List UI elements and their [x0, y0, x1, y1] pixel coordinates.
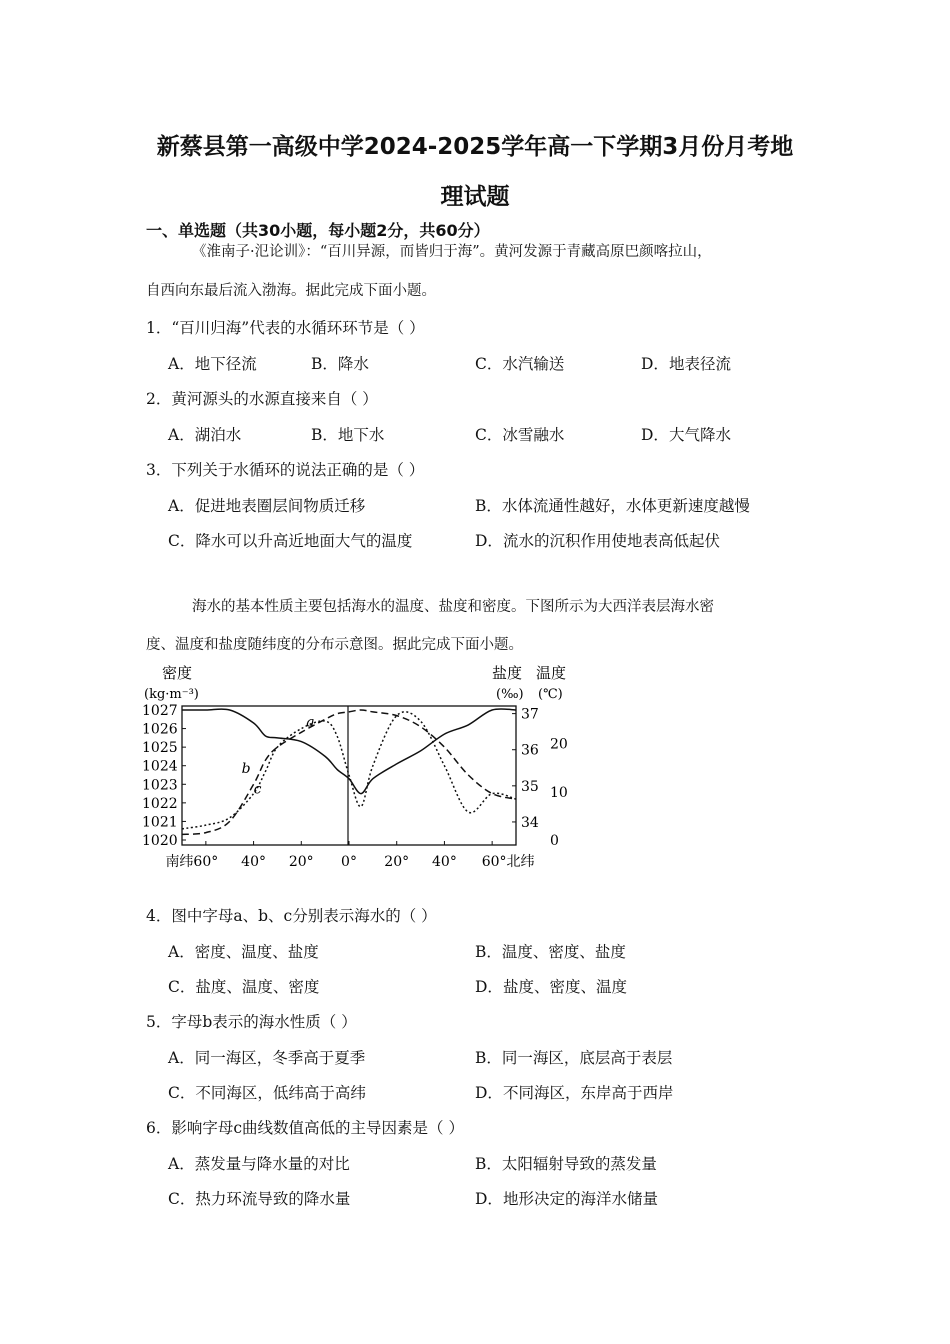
- density-tick-label: 1027: [142, 703, 178, 719]
- q1-option-c[interactable]: [475, 352, 564, 374]
- series-label-a: a: [306, 714, 315, 731]
- q3-option-d[interactable]: [475, 529, 720, 551]
- q3-option-c[interactable]: [168, 529, 412, 551]
- series-label-b: b: [241, 761, 251, 778]
- q1-option-a[interactable]: [168, 352, 257, 374]
- q6-option-d[interactable]: [475, 1187, 658, 1209]
- option-letter: A．: [168, 1155, 195, 1173]
- temperature-axis-label: 温度: [536, 664, 567, 682]
- q4-option-a[interactable]: [168, 940, 319, 962]
- q5-option-b[interactable]: [475, 1046, 672, 1068]
- option-letter: C．: [475, 355, 503, 373]
- option-text: 地表径流: [668, 355, 731, 373]
- density-tick-label: 1020: [142, 833, 178, 849]
- q2-option-d[interactable]: [641, 423, 731, 445]
- salinity-axis-label: 盐度: [492, 664, 523, 682]
- exam-title-line1: 新蔡县第一高级中学2024-2025学年高一下学期3月份月考地: [156, 134, 794, 160]
- option-text: 同一海区，冬季高于夏季: [194, 1049, 366, 1067]
- latitude-tick-label: 60°北纬: [481, 854, 535, 870]
- series-line-b: [182, 710, 516, 834]
- salinity-tick-label: 36: [521, 742, 539, 759]
- option-letter: B．: [475, 497, 502, 515]
- density-tick-label: 1021: [142, 814, 178, 831]
- passage1-line2: 自西向东最后流入渤海。据此完成下面小题。: [146, 283, 436, 299]
- option-letter: A．: [168, 355, 195, 373]
- option-letter: B．: [475, 943, 502, 961]
- option-text: 热力环流导致的降水量: [195, 1190, 351, 1208]
- latitude-tick-label: 0°: [341, 854, 357, 870]
- option-letter: C．: [168, 1084, 196, 1102]
- temperature-tick-label: 20: [550, 736, 568, 753]
- option-letter: D．: [475, 978, 503, 996]
- option-letter: A．: [168, 1049, 195, 1067]
- latitude-tick-label: 40°: [241, 854, 266, 870]
- option-letter: C．: [168, 532, 196, 550]
- option-letter: C．: [475, 426, 503, 444]
- left-axis-unit: (kg·m⁻³): [144, 687, 199, 702]
- density-tick-label: 1022: [142, 795, 178, 812]
- question-1-stem: 1．“百川归海”代表的水循环环节是（ ）: [146, 319, 425, 337]
- passage2-line1: 海水的基本性质主要包括海水的温度、盐度和密度。下图所示为大西洋表层海水密: [192, 599, 714, 615]
- left-axis-label: 密度: [162, 664, 193, 682]
- option-text: 降水: [337, 355, 369, 373]
- option-text: 同一海区，底层高于表层: [501, 1049, 673, 1067]
- option-text: 湖泊水: [194, 426, 242, 444]
- density-tick-label: 1025: [142, 740, 178, 757]
- question-3-stem: 3．下列关于水循环的说法正确的是（ ）: [146, 461, 425, 479]
- option-letter: A．: [168, 943, 195, 961]
- density-tick-label: 1026: [142, 721, 178, 738]
- density-tick-label: 1024: [142, 758, 178, 775]
- temperature-axis-unit: (℃): [538, 687, 563, 702]
- option-letter: D．: [475, 532, 503, 550]
- salinity-tick-label: 34: [521, 814, 539, 831]
- option-text: 流水的沉积作用使地表高低起伏: [502, 532, 720, 550]
- exam-title-line2: 理试题: [440, 184, 510, 210]
- q2-option-c[interactable]: [475, 423, 564, 445]
- option-text: 不同海区，低纬高于高纬: [195, 1084, 366, 1102]
- option-text: 太阳辐射导致的蒸发量: [501, 1155, 657, 1173]
- q6-option-a[interactable]: [168, 1152, 350, 1174]
- q4-option-b[interactable]: [475, 940, 626, 962]
- option-text: 蒸发量与降水量的对比: [194, 1155, 350, 1173]
- option-letter: D．: [475, 1190, 503, 1208]
- option-letter: B．: [475, 1049, 502, 1067]
- density-tick-label: 1023: [142, 777, 178, 794]
- question-4-stem: 4．图中字母a、b、c分别表示海水的（ ）: [146, 907, 437, 925]
- q4-option-c[interactable]: [168, 975, 319, 997]
- salinity-tick-label: 35: [521, 778, 539, 795]
- option-letter: A．: [168, 497, 195, 515]
- q5-option-c[interactable]: [168, 1081, 366, 1103]
- q6-option-c[interactable]: [168, 1187, 350, 1209]
- latitude-tick-label: 南纬60°: [165, 854, 219, 870]
- passage2-line2: 度、温度和盐度随纬度的分布示意图。据此完成下面小题。: [146, 637, 523, 653]
- option-letter: A．: [168, 426, 195, 444]
- option-letter: B．: [311, 355, 338, 373]
- q5-option-a[interactable]: [168, 1046, 365, 1068]
- series-line-a: [182, 709, 516, 794]
- option-text: 地下径流: [194, 355, 257, 373]
- option-text: 盐度、温度、密度: [195, 978, 320, 996]
- salinity-tick-label: 37: [521, 706, 539, 723]
- option-text: 地形决定的海洋水储量: [502, 1190, 658, 1208]
- atlantic-surface-seawater-chart: [140, 660, 580, 875]
- question-6-stem: 6．影响字母c曲线数值高低的主导因素是（ ）: [146, 1119, 464, 1137]
- q1-option-d[interactable]: [641, 352, 731, 374]
- option-text: 冰雪融水: [502, 426, 565, 444]
- option-text: 密度、温度、盐度: [194, 943, 319, 961]
- q5-option-d[interactable]: [475, 1081, 673, 1103]
- option-letter: C．: [168, 1190, 196, 1208]
- latitude-tick-label: 40°: [432, 854, 457, 870]
- question-2-stem: 2．黄河源头的水源直接来自（ ）: [146, 390, 378, 408]
- option-text: 水汽输送: [502, 355, 565, 373]
- q1-option-b[interactable]: [311, 352, 369, 374]
- series-label-c: c: [253, 781, 262, 798]
- q3-option-a[interactable]: [168, 494, 365, 516]
- salinity-axis-unit: (‰): [496, 687, 524, 702]
- latitude-tick-label: 20°: [384, 854, 410, 870]
- option-letter: D．: [475, 1084, 503, 1102]
- option-letter: B．: [311, 426, 338, 444]
- temperature-tick-label: 10: [550, 784, 568, 801]
- option-letter: D．: [641, 355, 669, 373]
- option-text: 温度、密度、盐度: [501, 943, 626, 961]
- option-letter: D．: [641, 426, 669, 444]
- q2-option-a[interactable]: [168, 423, 241, 445]
- q2-option-b[interactable]: [311, 423, 384, 445]
- option-text: 盐度、密度、温度: [502, 978, 627, 996]
- option-text: 水体流通性越好，水体更新速度越慢: [501, 497, 750, 515]
- latitude-tick-label: 20°: [288, 854, 314, 870]
- temperature-tick-label: 0: [550, 833, 559, 849]
- option-text: 大气降水: [668, 426, 731, 444]
- q4-option-d[interactable]: [475, 975, 627, 997]
- q6-option-b[interactable]: [475, 1152, 657, 1174]
- passage1-line1: 《淮南子·氾论训》：“百川异源，而皆归于海”。黄河发源于青藏高原巴颜喀拉山，: [192, 244, 712, 260]
- option-letter: C．: [168, 978, 196, 996]
- option-text: 降水可以升高近地面大气的温度: [195, 532, 413, 550]
- option-letter: B．: [475, 1155, 502, 1173]
- section-heading: 一、单选题（共30小题，每小题2分，共60分）: [146, 221, 490, 240]
- option-text: 地下水: [337, 426, 385, 444]
- option-text: 不同海区，东岸高于西岸: [502, 1084, 674, 1102]
- series-line-c: [182, 712, 516, 829]
- option-text: 促进地表圈层间物质迁移: [194, 497, 366, 515]
- q3-option-b[interactable]: [475, 494, 750, 516]
- question-5-stem: 5．字母b表示的海水性质（ ）: [146, 1013, 357, 1031]
